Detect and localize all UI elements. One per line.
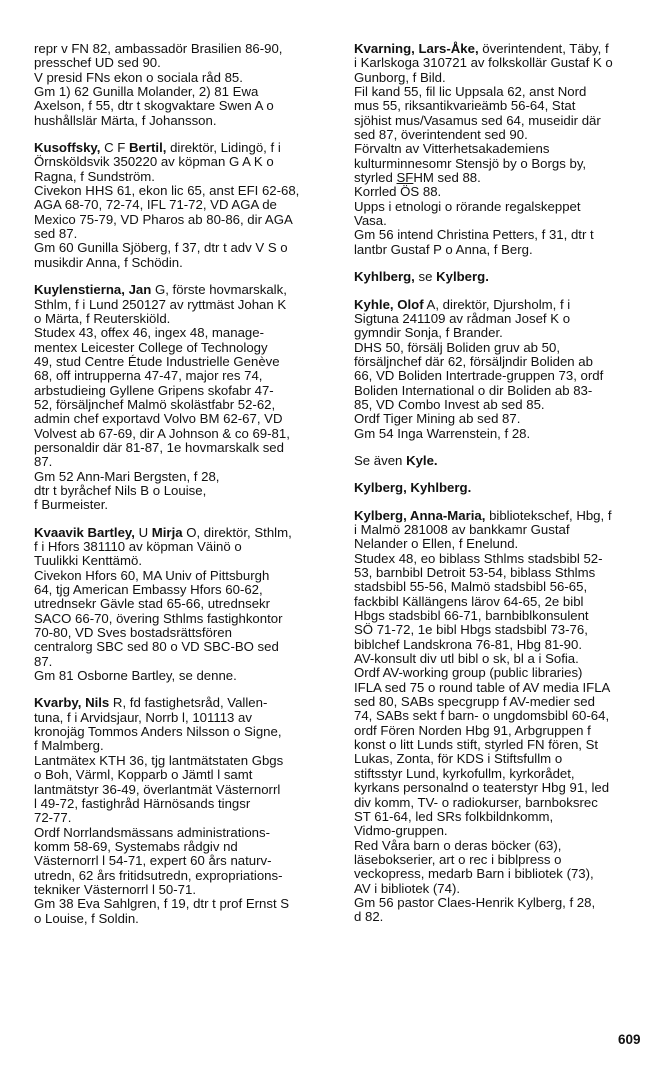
text-line: i Karlskoga 310721 av folkskollär Gustaf K o	[354, 55, 613, 71]
headword-given-name: Bertil,	[129, 140, 167, 156]
text-line: kronojäg Tommos Anders Nilsson o Signe,	[34, 724, 282, 740]
text-line: SACO 66-70, övering Sthlms fastighkontor	[34, 610, 283, 626]
text-line: Fil kand 55, fil lic Uppsala 62, anst Nord	[354, 84, 587, 100]
text-line: Ordf Tiger Mining ab sed 87.	[354, 411, 521, 427]
text-line: Volvest ab 67-69, dir A Johnson & co 69-81,	[34, 425, 290, 441]
text-line: veckopress, medarb Barn i bibliotek (73),	[354, 866, 594, 882]
text-line: AGA 68-70, 72-74, IFL 71-72, VD AGA de	[34, 197, 277, 213]
see-also-target: Kyle.	[406, 452, 438, 468]
text-line: dtr t byråchef Nils B o Louise,	[34, 482, 207, 498]
headword-rest: överintendent, Täby, f	[478, 41, 609, 56]
text-line: repr v FN 82, ambassadör Brasilien 86-90,	[34, 41, 283, 56]
entry-headline	[354, 42, 650, 56]
headword-initials: C F	[100, 140, 130, 156]
text-line: läsebokserier, art o rec i biblpress o	[354, 851, 562, 867]
headword-rest: G, förste hovmarskalk,	[151, 282, 287, 298]
cross-reference-line	[354, 270, 650, 284]
headword-given-name: Mirja	[151, 524, 183, 540]
text-line: Vidmo-gruppen.	[354, 823, 448, 839]
text-line: Civekon HHS 61, ekon lic 65, anst EFI 62-68,	[34, 183, 300, 199]
entry-headline	[354, 298, 650, 312]
entry-kuylenstierna	[34, 283, 334, 513]
text-line: Lukas, Zonta, för KDS i Stiftsfullm o	[354, 751, 563, 767]
text-line: Örnsköldsvik 350220 av köpman G A K o	[34, 154, 274, 170]
see-also-line	[354, 454, 650, 468]
headword-surname: Kusoffsky,	[34, 140, 101, 156]
text-line: Gm 52 Ann-Mari Bergsten, f 28,	[34, 468, 220, 484]
text-line: o Boh, Värml, Kopparb o Jämtl l samt	[34, 767, 253, 783]
text-line: tekniker Västernorrl l 50-71.	[34, 881, 196, 897]
text-line: Gm 60 Gunilla Sjöberg, f 37, dtr t adv V S o	[34, 240, 288, 256]
entry-kusoffsky	[34, 141, 334, 270]
text-line: DHS 50, försälj Boliden gruv ab 50,	[354, 339, 560, 355]
text-line: i Malmö 281008 av bankkamr Gustaf	[354, 521, 570, 537]
text-line: Sigtuna 241109 av rådman Josef K o	[354, 310, 571, 326]
text-line: försäljnchef där 62, försäljndir Boliden ab	[354, 353, 593, 369]
text-line: 68, off intrupperna 47-47, major res 74,	[34, 368, 263, 384]
text-line: V presid FNs ekon o sociala råd 85.	[34, 69, 243, 85]
headword-rest: direktör, Lidingö, f i	[166, 140, 281, 156]
headword-rest: R, fd fastighetsråd, Vallen-	[109, 695, 268, 711]
text-line: Ordf Norrlandsmässans administrations-	[34, 824, 270, 840]
text-line: Lantmätex KTH 36, tjg lantmätstaten Gbgs	[34, 752, 284, 768]
text-line: fackbibl Källängens lärov 64-65, 2e bibl	[354, 593, 584, 609]
text-line: gymndir Sonja, f Brander.	[354, 325, 503, 341]
headword-name: Kylberg, Anna-Maria,	[354, 507, 486, 523]
text-fragment: HM sed 88.	[413, 170, 481, 186]
text-line: kyrkans personalnd o teaterstyr Hbg 91, led	[354, 780, 610, 796]
entry-headline	[34, 696, 334, 710]
text-line: biblchef Landskrona 76-81, Hbg 81-90.	[354, 636, 583, 652]
text-line: Civekon Hfors 60, MA Univ of Pittsburgh	[34, 567, 270, 583]
text-line: presschef UD sed 90.	[34, 55, 161, 71]
text-line: o Märta, f Reuterskiöld.	[34, 310, 171, 326]
text-line: IFLA sed 75 o round table of AV media IFLA	[354, 679, 611, 695]
text-line: f Burmeister.	[34, 497, 109, 513]
headword-surname: Kvarning,	[354, 41, 415, 56]
headword-rest: O, direktör, Sthlm,	[182, 524, 292, 540]
text-line: Studex 48, eo biblass Sthlms stadsbibl 52-	[354, 550, 603, 566]
text-line: hushållslär Märta, f Johansson.	[34, 112, 217, 128]
text-line: 72-77.	[34, 810, 72, 826]
entry-kyhle	[354, 298, 650, 441]
text-line: Mexico 75-79, VD Pharos ab 80-86, dir AGA	[34, 211, 293, 227]
text-line: 66, VD Boliden Intertrade-gruppen 73, ordf	[354, 368, 604, 384]
entry-kvarning	[354, 42, 650, 257]
entry-kylberg-anna-maria	[354, 509, 650, 925]
text-fragment: styrled	[354, 170, 397, 186]
cross-reference-kyhlberg	[354, 270, 650, 284]
text-line: mentex Leicester College of Technology	[34, 339, 268, 355]
text-line: utrednsekr Gävle stad 65-66, utrednsekr	[34, 596, 271, 612]
text-line: 52, försäljnchef Malmö skolästfabr 52-62,	[34, 396, 276, 412]
text-line: mus 55, riksantikvarieämb 56-64, Stat	[354, 98, 576, 114]
text-line: Gm 38 Eva Sahlgren, f 19, dtr t prof Ernst S	[34, 896, 290, 912]
text-line: f i Hfors 381110 av köpman Väinö o	[34, 539, 242, 554]
text-line: Sthlm, f i Lund 250127 av ryttmäst Johan K	[34, 296, 287, 312]
text-line: Red Våra barn o deras böcker (63),	[354, 837, 562, 853]
text-line: Axelson, f 55, dtr t skogvaktare Swen A o	[34, 98, 274, 114]
entry-headline	[34, 526, 334, 540]
text-line: Upps i etnologi o rörande regalskeppet	[354, 198, 581, 214]
see-also-label: Se även	[354, 452, 407, 468]
headword-given-name: Nils	[85, 695, 110, 711]
text-line: 87.	[34, 653, 53, 669]
text-line: Studex 43, offex 46, ingex 48, manage-	[34, 325, 264, 341]
text-line: stiftsstyr Lund, kyrkofullm, kyrkorådet,	[354, 765, 575, 781]
text-line: Gm 1) 62 Gunilla Molander, 2) 81 Ewa	[34, 84, 259, 100]
text-line: Nelander o Ellen, f Enelund.	[354, 536, 519, 552]
text-line: musikdir Anna, f Schödin.	[34, 254, 183, 270]
entry-kvarby	[34, 696, 334, 926]
headword-surname: Kyhle,	[354, 296, 394, 312]
text-line: 74, SABs sekt f barn- o ungdomsbibl 60-64,	[354, 708, 610, 724]
headword-surname: Kvaavik Bartley,	[34, 524, 135, 540]
text-line: ST 61-64, led SRs folkbildnkomm,	[354, 808, 554, 824]
text-line: komm 58-69, Systemabs rådgiv nd	[34, 838, 238, 854]
text-line: lantbr Gustaf P o Anna, f Berg.	[354, 241, 533, 257]
entry-kvaavik-bartley	[34, 526, 334, 684]
text-line: sed 87, överintendent sed 90.	[354, 127, 528, 143]
headword-given-name: Lars-Åke,	[418, 41, 479, 56]
text-line: stadsbibl 55-56, Malmö stadsbibl 56-65,	[354, 579, 588, 595]
text-line: Hbgs stadsbibl 66-71, barnbiblkonsulent	[354, 608, 589, 624]
headword-rest: bibliotekschef, Hbg, f	[485, 507, 612, 523]
entry-headline	[34, 283, 334, 297]
xref-target: Kylberg.	[436, 269, 489, 285]
xref-see: se	[414, 269, 437, 285]
text-line: f Malmberg.	[34, 738, 104, 754]
headword-surname: Kuylenstierna,	[34, 282, 125, 298]
headword-initials: U	[134, 524, 152, 540]
headword-rest: A, direktör, Djursholm, f i	[423, 296, 571, 312]
text-line: Ordf AV-working group (public libraries)	[354, 665, 583, 681]
text-line: 49, stud Centre Étude Industrielle Genève	[34, 353, 280, 369]
text-line: sed 87.	[34, 226, 78, 242]
text-line: centralorg SBC sed 80 o VD SBC-BO sed	[34, 639, 279, 655]
text-line: sed 80, SABs specgrupp f AV-medier sed	[354, 694, 595, 710]
left-column	[34, 42, 334, 939]
text-line: Tuulikki Kenttämö.	[34, 553, 142, 569]
text-line: lantmätstyr 36-49, överlantmät Västernorrl	[34, 781, 281, 797]
headword-surname: Kvarby,	[34, 695, 82, 711]
text-line: l 49-72, fastighråd Härnösands tingsr	[34, 795, 251, 811]
entry-headline	[34, 141, 334, 155]
cross-reference-line: Kylberg, Kyhlberg.	[354, 480, 472, 496]
right-column	[354, 42, 650, 938]
text-line: div komm, TV- o radiokurser, barnboksrec	[354, 794, 598, 810]
see-also-kyle	[354, 454, 650, 468]
text-line: konst o litt Lunds stift, styrled FN fören, St	[354, 737, 599, 753]
text-line: tuna, f i Arvidsjaur, Norrb l, 101113 av	[34, 709, 252, 725]
text-line: 70-80, VD Sves bostadsrättsfören	[34, 625, 232, 641]
text-line: arbstudieing Gyllene Gripens skofabr 47-	[34, 382, 274, 398]
text-line: SÖ 71-72, 1e bibl Hbgs stadsbibl 73-76,	[354, 622, 588, 638]
text-line: 87.	[34, 454, 53, 470]
text-line: Gunborg, f Bild.	[354, 69, 446, 85]
text-line: 53, barnbibl Detroit 53-54, biblass Sthlms	[354, 565, 596, 580]
text-line: Förvaltn av Vitterhetsakademiens	[354, 141, 550, 157]
text-line: ordf Fören Norden Hbg 91, Arbgruppen f	[354, 722, 591, 738]
text-line: 64, tjg American Embassy Hfors 60-62,	[34, 582, 263, 598]
cross-reference-kylberg	[354, 481, 650, 495]
text-line: d 82.	[354, 909, 384, 925]
page-number: 609	[618, 1032, 641, 1047]
headword-given-name: Olof	[397, 296, 424, 312]
entry-continuation	[34, 42, 334, 128]
text-line: admin chef exportavd Volvo BM 62-67, VD	[34, 411, 283, 427]
text-line: Korrled ÖS 88.	[354, 184, 442, 200]
text-line: Västernorrl l 54-71, expert 60 års naturv-	[34, 853, 272, 869]
text-line: Gm 56 intend Christina Petters, f 31, dtr t	[354, 227, 594, 243]
text-line: Boliden International o dir Boliden ab 83-	[354, 382, 593, 398]
text-line: kulturminnesomr Stensjö by o Borgs by,	[354, 155, 587, 171]
underlined-fragment: SF	[396, 170, 414, 186]
text-line	[354, 171, 650, 185]
text-line: personaldir där 81-87, 1e hovmarskalk sed	[34, 439, 284, 455]
text-line: AV i bibliotek (74).	[354, 880, 461, 896]
text-line: 85, VD Combo Invest ab sed 85.	[354, 396, 545, 412]
text-line: Ragna, f Sundström.	[34, 168, 155, 184]
entry-headline	[354, 509, 650, 523]
text-line: AV-konsult div utl bibl o sk, bl a i Sofia.	[354, 651, 579, 667]
text-line: Gm 81 Osborne Bartley, se denne.	[34, 668, 237, 684]
text-line: Gm 54 Inga Warrenstein, f 28.	[354, 425, 531, 441]
text-line: utredn, 62 års fritidsutredn, expropriations-	[34, 867, 283, 883]
text-line: sjöhist mus/Vasamus sed 64, museidir där	[354, 112, 601, 128]
xref-name: Kyhlberg,	[354, 269, 415, 285]
text-line: Vasa.	[354, 213, 387, 229]
text-line: o Louise, f Soldin.	[34, 910, 139, 926]
headword-given-name: Jan	[128, 282, 152, 298]
text-line: Gm 56 pastor Claes-Henrik Kylberg, f 28,	[354, 894, 596, 910]
